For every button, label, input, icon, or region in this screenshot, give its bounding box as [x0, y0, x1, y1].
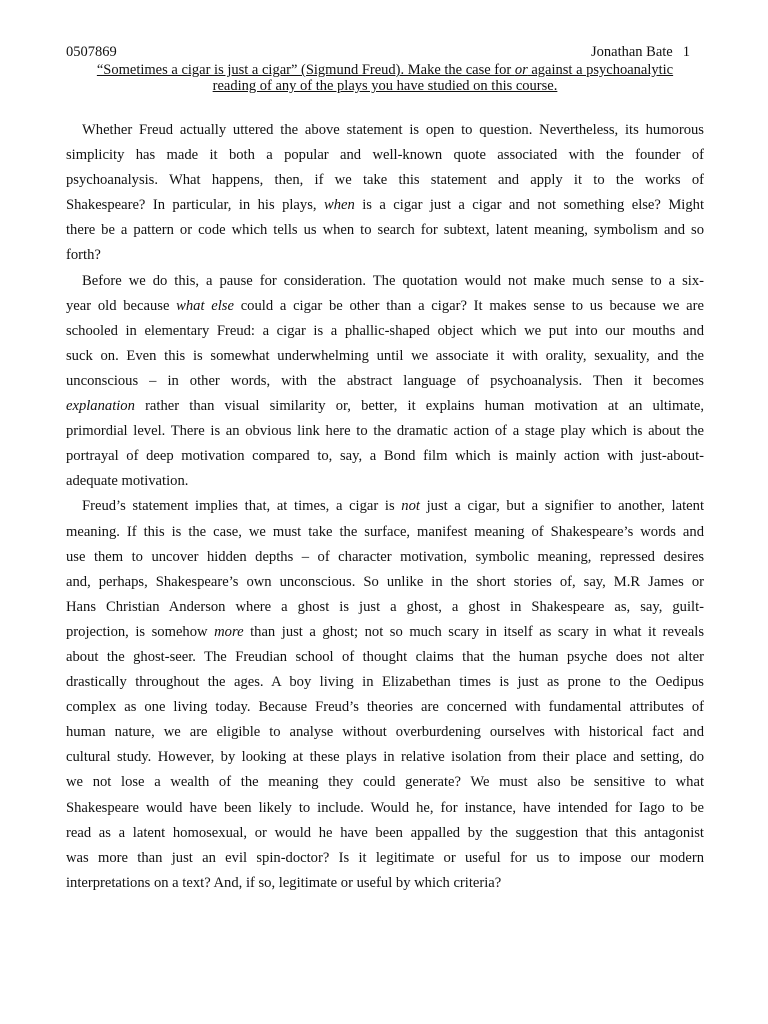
text-line: schooled in elementary Freud: a cigar is a phallic-shaped object which we put into our mouths and [66, 322, 704, 339]
text-line: explanation rather than visual similarity or, better, it explains human motivation at an ultimate, [66, 398, 704, 415]
text-line: Whether Freud actually uttered the above statement is open to question. Nevertheless, its humorous [82, 122, 704, 138]
emphasis: what else [176, 297, 234, 314]
page-number: 1 [682, 44, 690, 60]
page-header [66, 44, 704, 61]
text-line: interpretations on a text? And, if so, legitimate or useful by which criteria? [66, 874, 502, 891]
title-text-em: or [514, 62, 528, 78]
emphasis: not [401, 498, 420, 515]
paragraph-1 [66, 118, 704, 269]
text-line: Shakespeare? In particular, in his plays, when is a cigar just a cigar and not something else? Might [66, 197, 704, 214]
student-id: 0507869 [66, 44, 117, 60]
text-line: cultural study. However, by looking at these plays in relative isolation from their place and setting, do [66, 749, 704, 766]
text-line: simplicity has made it both a popular and well-known quote associated with the founder of [66, 147, 704, 164]
title-text-a: “Sometimes a cigar is just a cigar” (Sigmund Freud). Make the case for [96, 62, 515, 78]
header-right [591, 44, 690, 61]
text-line: suck on. Even this is somewhat underwhelming until we associate it with orality, sexuality, and the [66, 347, 704, 364]
text-line: read as a latent homosexual, or would he have been appalled by the suggestion that this antagonist [66, 824, 704, 841]
text-line: human nature, we are eligible to analyse without overburdening ourselves with historical fact and [66, 724, 704, 741]
text-line: use them to uncover hidden depths – of character motivation, symbolic meaning, repressed desires [66, 548, 704, 565]
emphasis: explanation [66, 398, 135, 415]
text-line: meaning. If this is the case, we must take the surface, manifest meaning of Shakespeare’s words and [66, 523, 704, 540]
document-page [66, 44, 704, 1004]
text-line: Hans Christian Anderson where a ghost is just a ghost, a ghost in Shakespeare as, say, guilt- [66, 598, 704, 615]
text-line: Freud’s statement implies that, at times, a cigar is not just a cigar, but a signifier to another, latent [82, 498, 705, 515]
text-line: unconscious – in other words, with the abstract language of psychoanalysis. Then it becomes [66, 372, 704, 389]
text-line: complex as one living today. Because Freud’s theories are concerned with fundamental attributes of [66, 699, 704, 716]
text-line: adequate motivation. [66, 473, 189, 490]
essay-title-line-1 [66, 62, 704, 78]
author-name: Jonathan Bate [591, 44, 673, 60]
text-line: year old because what else could a cigar be other than a cigar? It makes sense to us because we are [66, 297, 704, 314]
text-line: forth? [66, 247, 101, 264]
emphasis: when [323, 197, 355, 214]
text-line: projection, is somehow more than just a ghost; not so much scary in itself as scary in what it reveals [66, 623, 704, 640]
paragraph-3 [66, 494, 704, 896]
text-line: Before we do this, a pause for consideration. The quotation would not make much sense to a six- [82, 272, 704, 289]
text-line: about the ghost-seer. The Freudian school of thought claims that the human psyche does not alter [66, 648, 704, 665]
essay-title-line-2: reading of any of the plays you have studied on this course. [212, 78, 558, 94]
essay-title [66, 62, 704, 94]
text-line: Shakespeare would have been likely to include. Would he, for instance, have intended for Iago to be [66, 799, 704, 816]
text-line: portrayal of deep motivation compared to, say, a Bond film which is mainly action with just-about- [66, 448, 704, 465]
text-line: was more than just an evil spin-doctor? Is it legitimate or useful for us to impose our modern [66, 849, 704, 866]
emphasis: more [214, 623, 244, 640]
paragraph-2 [66, 269, 704, 495]
essay-body [66, 118, 704, 896]
text-line: and, perhaps, Shakespeare’s own unconscious. So unlike in the short stories of, say, M.R James or [66, 573, 704, 590]
text-line: we not lose a wealth of the meaning they could generate? We must also be sensitive to what [66, 774, 704, 791]
text-line: primordial level. There is an obvious link here to the dramatic action of a stage play which is about the [66, 423, 704, 440]
text-line: drastically throughout the ages. A boy living in Elizabethan times is just as prone to the Oedipus [66, 674, 704, 691]
text-line: there be a pattern or code which tells us when to search for subtext, latent meaning, symbolism and so [66, 222, 704, 239]
title-text-b: against a psychoanalytic [527, 62, 674, 78]
text-line: psychoanalysis. What happens, then, if we take this statement and apply it to the works of [66, 172, 704, 189]
